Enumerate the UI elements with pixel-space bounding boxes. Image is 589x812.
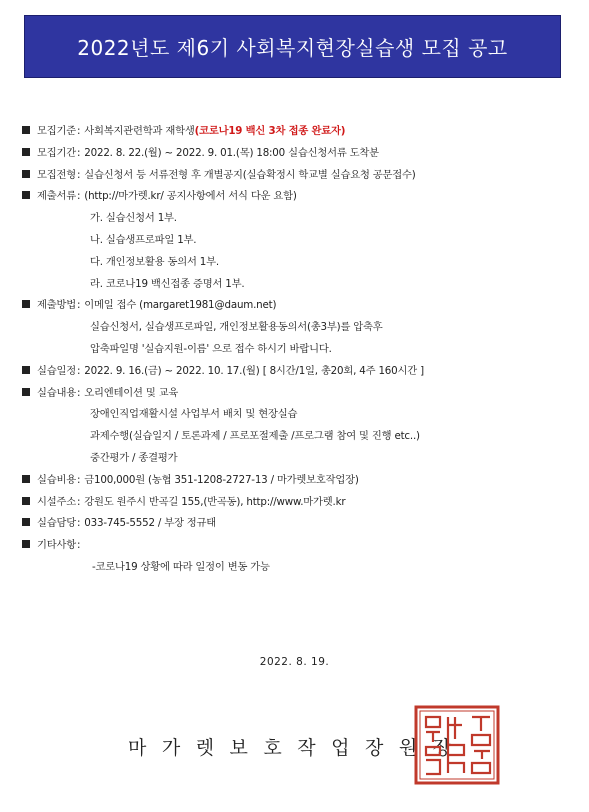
- square-bullet-icon: [22, 388, 30, 396]
- notice-item: [22, 383, 582, 405]
- item-label: 제출서류: [37, 190, 76, 203]
- notice-sub-item: 가. 실습신청서 1부.: [90, 212, 177, 225]
- notice-sub-item: 중간평가 / 종결평가: [90, 451, 178, 464]
- item-label: 제출방법: [37, 299, 76, 312]
- notice-sub-item: 과제수행(실습일지 / 토론과제 / 프로포절제출 /프로그램 참여 및 진행 etc..): [90, 430, 420, 443]
- item-label: 실습담당: [37, 517, 76, 530]
- notice-sub-item: 나. 실습생프로파일 1부.: [90, 233, 197, 246]
- item-label: 모집전형: [37, 168, 76, 181]
- label-separator: :: [77, 146, 81, 159]
- item-label: 실습비용: [37, 473, 76, 486]
- notice-item: [22, 535, 582, 557]
- item-value: 2022. 8. 22.(월) ~ 2022. 9. 01.(목) 18:00 실습신청서류 도착분: [84, 146, 379, 159]
- notice-item: [22, 143, 582, 165]
- square-bullet-icon: [22, 518, 30, 526]
- item-label: 실습내용: [37, 386, 76, 399]
- notice-item: [22, 295, 582, 317]
- item-value: 사회복지관련학과 재학생: [84, 125, 195, 137]
- item-label: 기타사항: [37, 539, 76, 552]
- notice-item: [22, 186, 582, 208]
- item-value: 이메일 접수 (margaret1981@daum.net): [84, 299, 277, 312]
- label-separator: :: [77, 539, 81, 552]
- notice-item: [22, 165, 582, 187]
- item-label: 모집기준: [37, 125, 76, 137]
- label-separator: :: [77, 473, 81, 486]
- label-separator: :: [77, 125, 81, 137]
- square-bullet-icon: [22, 540, 30, 548]
- square-bullet-icon: [22, 300, 30, 308]
- notice-item: [22, 513, 582, 535]
- square-bullet-icon: [22, 148, 30, 156]
- notice-sub-item: 실습신청서, 실습생프로파일, 개인정보활용동의서(총3부)를 압축후: [90, 321, 383, 334]
- item-label: 모집기간: [37, 146, 76, 159]
- item-value: 실습신청서 등 서류전형 후 개별공지(실습확정시 학교별 실습요청 공문접수): [84, 168, 416, 181]
- square-bullet-icon: [22, 170, 30, 178]
- notice-sub-item: 압축파일명 '실습지원-이름' 으로 접수 하시기 바랍니다.: [90, 342, 332, 355]
- item-value: 033-745-5552 / 부장 정규태: [84, 517, 217, 530]
- notice-item: [22, 492, 582, 514]
- item-label: 시설주소: [37, 495, 76, 508]
- notice-item: [22, 121, 582, 143]
- square-bullet-icon: [22, 475, 30, 483]
- square-bullet-icon: [22, 191, 30, 199]
- official-seal-icon: [414, 705, 500, 785]
- square-bullet-icon: [22, 126, 30, 134]
- notice-sub-item: 라. 코로나19 백신접종 증명서 1부.: [90, 277, 245, 290]
- label-separator: :: [77, 168, 81, 181]
- label-separator: :: [77, 495, 81, 508]
- label-separator: :: [77, 190, 81, 203]
- item-highlight: (코로나19 백신 3차 접종 완료자): [194, 125, 346, 137]
- item-label: 실습일정: [37, 364, 76, 377]
- notice-item: [22, 470, 582, 492]
- label-separator: :: [77, 386, 81, 399]
- item-value: 금100,000원 (농협 351-1208-2727-13 / 마가렛보호작업장): [84, 473, 359, 486]
- label-separator: :: [77, 299, 81, 312]
- square-bullet-icon: [22, 366, 30, 374]
- page-title: 2022년도 제6기 사회복지현장실습생 모집 공고: [77, 36, 508, 60]
- signature: 마가렛보호작업장원장: [128, 737, 467, 759]
- notice-date: 2022. 8. 19.: [259, 656, 330, 668]
- item-value: 강원도 원주시 반곡길 155,(반곡동), http://www.마가렛.kr: [84, 495, 346, 508]
- square-bullet-icon: [22, 497, 30, 505]
- item-value: 2022. 9. 16.(금) ~ 2022. 10. 17.(월) [ 8시간/1일, 총20회, 4주 160시간 ]: [84, 364, 424, 377]
- item-value: (http://마가렛.kr/ 공지사항에서 서식 다운 요함): [84, 190, 297, 203]
- item-value: 오리엔테이션 및 교육: [84, 386, 179, 399]
- notice-items: [22, 121, 582, 579]
- label-separator: :: [77, 364, 81, 377]
- title-banner: [24, 15, 561, 78]
- notice-note: -코로나19 상황에 따라 일정이 변동 가능: [92, 560, 270, 573]
- notice-sub-item: 장애인직업재활시설 사업부서 배치 및 현장실습: [90, 408, 298, 421]
- notice-item: [22, 361, 582, 383]
- label-separator: :: [77, 517, 81, 530]
- notice-sub-item: 다. 개인정보활용 동의서 1부.: [90, 255, 219, 268]
